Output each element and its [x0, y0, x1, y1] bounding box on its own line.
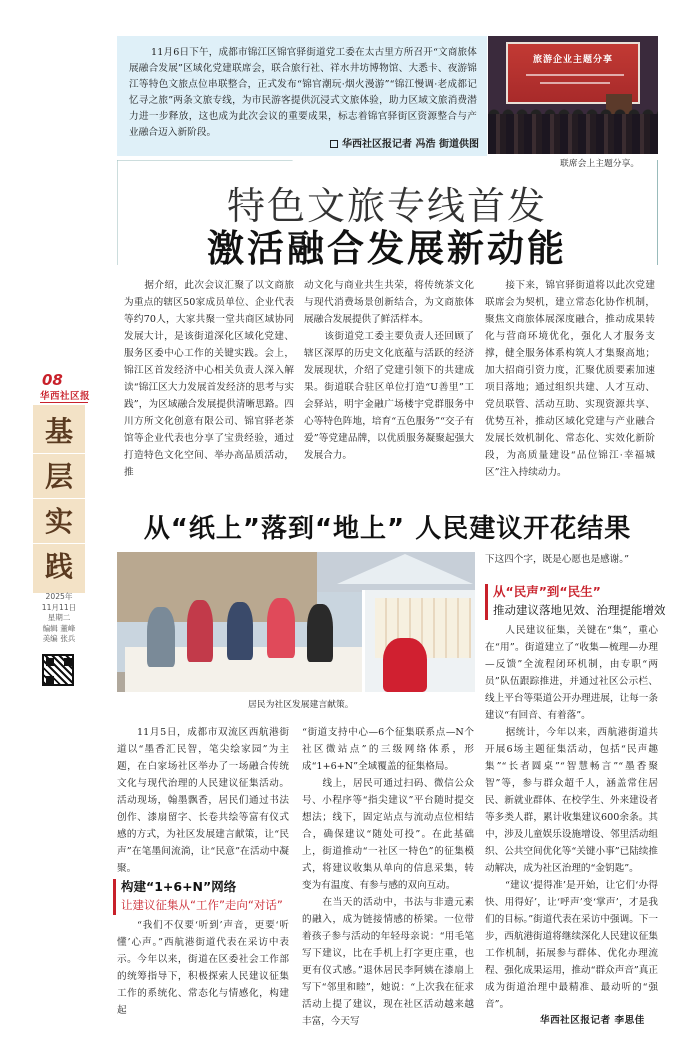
issue-editor: 编辑 董峰: [42, 623, 76, 633]
section-char: 层: [33, 454, 85, 499]
section-char: 实: [33, 499, 85, 544]
paragraph: 人民建议征集，关键在“集”，重心在“用”。街道建立了“收集—梳理—办理—反馈”全流程闭环机制，由专职“两员”队伍跟踪推进，并通过社区公示栏、线上平台等渠道公开办理进展，让每一条建议“有回音、有着落”。: [485, 625, 658, 721]
article2-column-1: 11月5日，成都市双流区西航港街道以“墨香汇民智，笔尖绘家园”为主题，在白家场社区举办了一场融合传统文化与现代治理的人民建议征集活动。活动现场，翰墨飘香，居民们通过书法创作、漆扇留字、长卷共绘等富有仪式感的方式，为社区发展建言献策，让“民声”在笔墨间流淌，让“民意”在活动中凝聚。: [117, 727, 289, 874]
audience: [488, 114, 658, 154]
photo-caption: 联席会上主题分享。: [560, 159, 640, 169]
person: [227, 602, 253, 660]
article2-column-3: [485, 622, 658, 1013]
screen-text-line: [526, 74, 624, 76]
paragraph: “建议‘提得准’是开始，让它们‘办得快、用得好’，让‘呼声’变‘掌声’，才是我们的目标。”街道代表在采访中强调。下一步，西航港街道将继续深化人民建议征集工作机制，拓展参与群体、优化办理流程、强化成果运用，推动“群众声音”真正成为街道治理中最精准、最动听的“强音”。: [485, 880, 658, 1010]
issue-designer: 美编 张兵: [42, 634, 76, 643]
divider: [40, 402, 88, 403]
subheading-title: 构建“1+6+N”网络: [121, 879, 237, 894]
person: [267, 598, 295, 658]
screen-text-line: [540, 82, 610, 84]
section-char: 基: [33, 409, 85, 454]
person: [147, 607, 175, 667]
article2-column-2: [302, 724, 474, 1030]
headline-line-1: 特色文旅专线首发: [226, 184, 547, 228]
headline-line-2: 激活融合发展新动能: [207, 227, 567, 270]
qr-code-icon[interactable]: [42, 654, 74, 686]
paper-name: 华西社区报: [40, 391, 91, 402]
section-tab: [33, 405, 85, 593]
paragraph: 据统计，今年以来，西航港街道共开展6场主题征集活动，包括“民声趣集”“长者圆桌”“智慧畅言”“墨香聚智”等，参与群众超千人，涵盖常住居民、新就业群体、在校学生、外来建设者等多类人群，累计收集建议600余条。其中，涉及儿童娱乐设施增设、邻里活动组织、公共空间优化等“关键小事”已陆续推动解决，成为社区治理的“金钥匙”。: [485, 727, 658, 874]
square-icon: [330, 140, 338, 148]
inset-photo: [362, 590, 475, 692]
screen-title: 旅游企业主题分享: [532, 55, 613, 65]
conference-photo: [488, 36, 658, 154]
article2-column-1b: “我们不仅要‘听到’声音，更要‘听懂’心声。”西航港街道代表在采访中表示。今年以来，街道在区委社会工作部的统筹指导下，积极探索人民建议征集工作的系统化、常态化与情感化，构建起: [117, 920, 289, 1016]
person: [187, 600, 213, 662]
article1-column-2: [304, 277, 474, 464]
article2-column-3-top: 下这四个字，既是心愿也是感谢。”: [485, 554, 630, 565]
paragraph: 在当天的活动中，书法与非遗元素的融入，成为链接情感的桥梁。一位带着孩子参与活动的年轻母亲说：“用毛笔写下建议，比在手机上打字更庄重，也更有仪式感。”退休居民李阿姨在漆扇上写下“邻里和睦”，她说：“上次我在征求活动上提了建议，现在社区活动越来越丰富，今天写: [302, 897, 474, 1027]
headline-block: [117, 160, 658, 270]
issue-weekday: 星期二: [47, 613, 71, 622]
article1-column-1: 据介绍，此次会议汇聚了以文商旅为重点的辖区50家成员单位、企业代表等约70人，大家共聚一堂共商区域协同发展大计，是该街道深化区域化党建、服务区委中心工作的关键实践。会上，锦江区首发经济中心相关负责人深入解读“锦江区大力发展首发经济的思考与实践”，为区域融合发展提供清晰思路。四川方所文化创意有限公司、锦官驿老茶馆等企业代表也分享了宝贵经验，通过打造特色文化空间、举办高品质活动，推: [124, 280, 294, 478]
person: [383, 638, 427, 692]
reporter-byline: 华西社区报记者 李思佳: [540, 1015, 645, 1026]
issue-year: 2025年: [45, 592, 73, 601]
reporter-byline: 华西社区报记者 冯浩 街道供图: [330, 135, 479, 150]
paragraph: “街道支持中心—6个征集联系点—N个社区微站点”的三级网络体系，形成“1+6+N”全域覆盖的征集格局。: [302, 727, 474, 772]
paragraph: 线上，居民可通过扫码、微信公众号、小程序等“指尖建议”平台随时提交想法；线下，固定站点与流动点位相结合，确保建议“随处可投”。在此基础上，街道推动“一社区一特色”的征集模式，将建议收集从单向的信息采集，转变为有温度、有参与感的双向互动。: [302, 778, 474, 891]
issue-date: 11月11日: [41, 602, 77, 612]
lead-box: [117, 36, 487, 156]
section-char: 践: [44, 550, 73, 583]
subheading-title: 从“民声”到“民生”: [493, 584, 601, 599]
subheading-subtitle: 推动建议落地见效、治理提能增效: [493, 603, 666, 617]
accent-bar: [113, 879, 116, 915]
issue-info: [33, 592, 85, 645]
photo-caption: 居民为社区发展建言献策。: [248, 700, 354, 710]
accent-bar: [485, 584, 488, 620]
article2-headline: 从“纸上”落到“地上” 人民建议开花结果: [143, 514, 632, 544]
lead-paragraph: 11月6日下午，成都市锦江区锦官驿街道党工委在太古里方所召开“文商旅体展融合发展”区域化党建联席会，联合旅行社、祥水井坊博物馆、大悉卡、夜游锦江等特色文旅点位串联整合，正式发布“锦官潮玩·烟火漫游”“锦江慢调·老成都记忆寻之旅”两条文旅专线，为市民游客提供沉浸式文旅体验，助力区域文旅消费潜力进一步释放，这也成为此次会议的重要成果，标志着锦官驿街区资源整合与产业融合迈入新阶段。: [129, 47, 477, 138]
paragraph: 该街道党工委主要负责人还回顾了辖区深厚的历史文化底蕴与活跃的经济发展现状，介绍了党建引领下的共建成果。街道联合驻区单位打造“U善里”工会驿站，明宇金融广场楼宇党群服务中心等特色阵地，培育“五色服务”“交子有爱”等党建品牌，以优质服务凝聚起强大发展合力。: [304, 331, 474, 461]
paragraph: 动文化与商业共生共荣，将传统茶文化与现代消费场景创新结合，为文商旅体展融合发展提供了鲜活样本。: [304, 280, 474, 325]
subheading-subtitle: 让建议征集从“工作”走向“对话”: [121, 898, 283, 912]
page-number: 08: [42, 371, 63, 389]
article1-column-3: 接下来，锦官驿街道将以此次党建联席会为契机，建立常态化协作机制，聚焦文商旅体展深度融合，推动成果转化与营商环境优化，强化人才服务支撑，健全服务体系构筑人才集聚高地；加大招商引资力度，汇聚优质要素加速项目落地；通过组织共建、人才互动、党员联管、活动互助、实现资源共享、优势互补，推动区域化党建与产业融合发展长效机制化、常态化、实效化新阶段，为高质量建设“品位锦江·幸福城区”注入持续动力。: [485, 280, 655, 478]
person: [307, 604, 333, 662]
event-photo: [117, 552, 475, 692]
